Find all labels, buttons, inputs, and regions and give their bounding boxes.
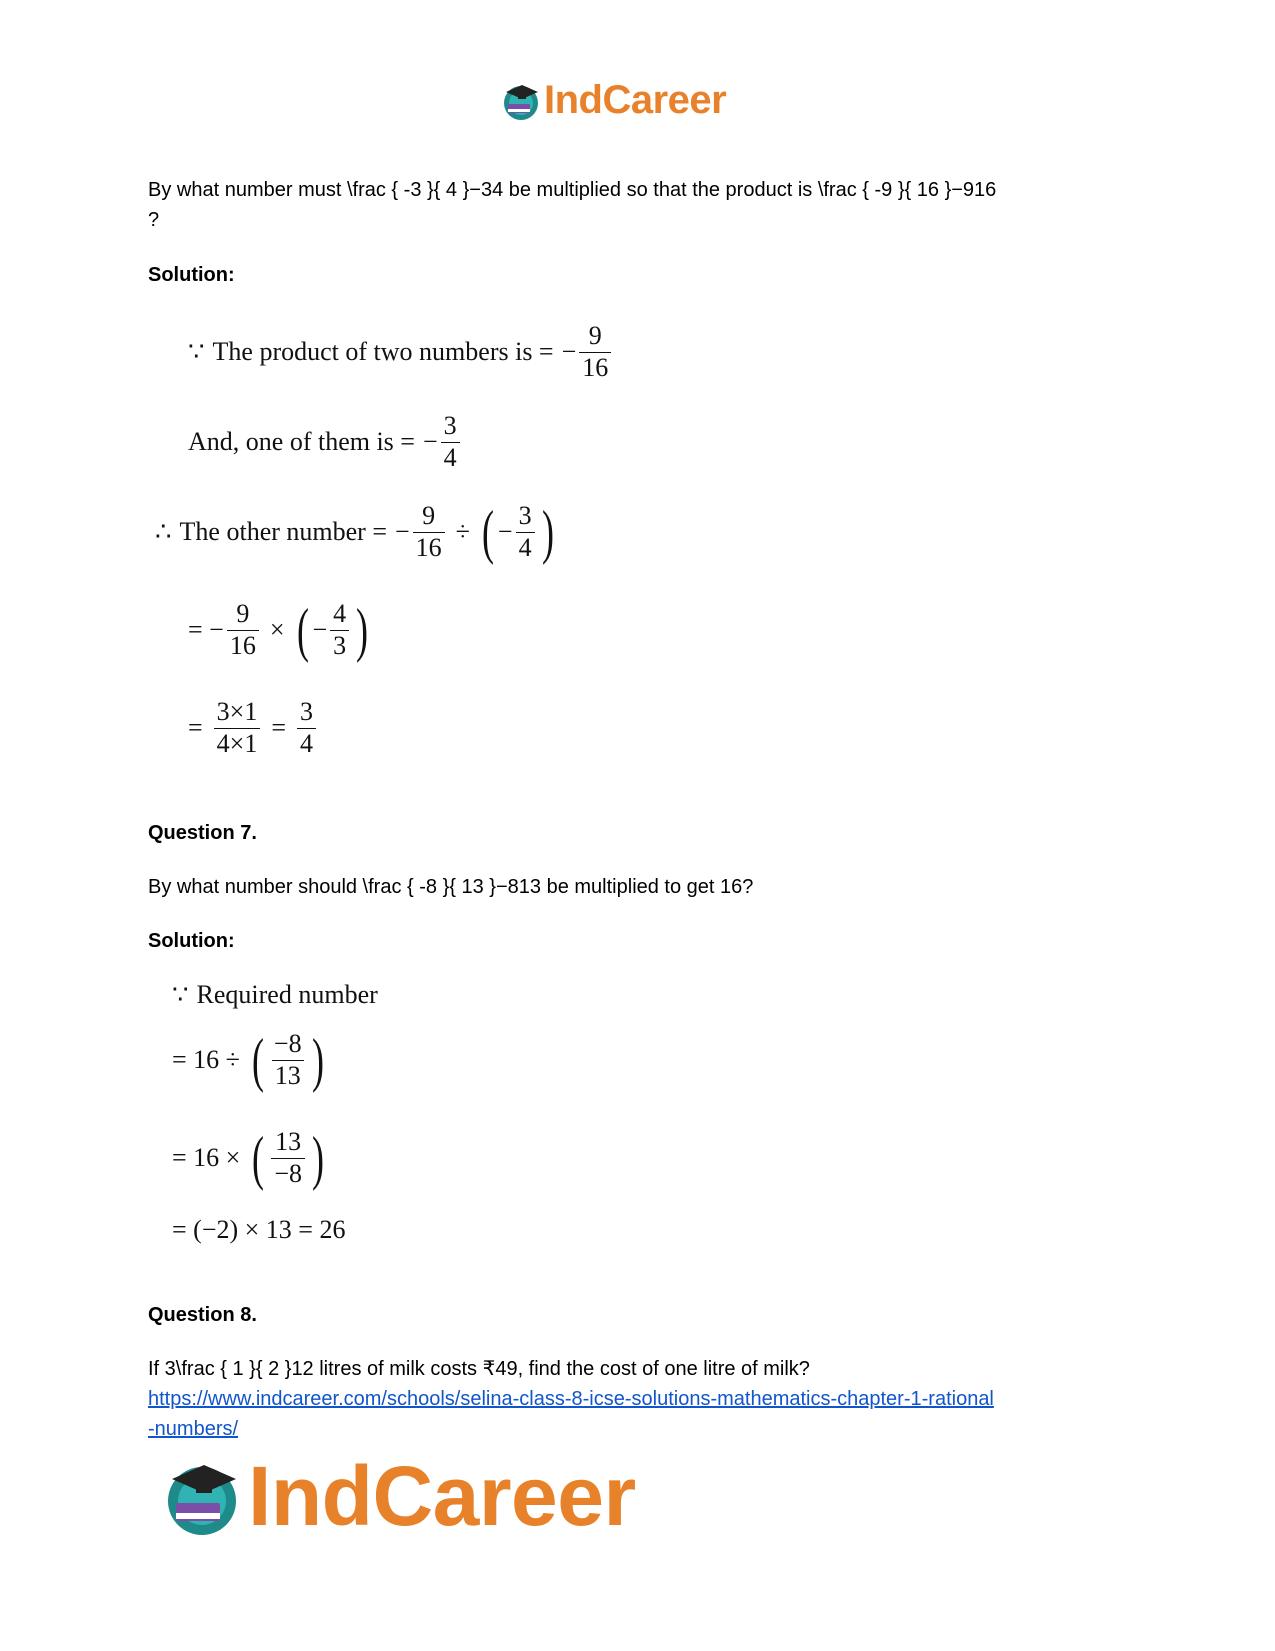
question-7-heading: Question 7. bbox=[148, 822, 257, 844]
q6-step-5: = $\frac{3\times 1}{4\times 1}$ = $\frac{3}{4}$ bbox=[188, 698, 319, 758]
fraction: $\frac{-8}{13}$ bbox=[271, 1030, 305, 1090]
header-logo-text: IndCareer bbox=[544, 78, 727, 122]
fraction: $\frac{3}{4}$ bbox=[297, 698, 316, 758]
footer-logo-text: IndCareer bbox=[248, 1449, 636, 1543]
q6-step-2: And, one of them is = − $\frac{3}{4}$ bbox=[188, 412, 463, 472]
source-link[interactable]: https://www.indcareer.com/schools/selina-class-8-icse-solutions-mathematics-chapter-1-rational -numbers/ bbox=[148, 1388, 994, 1440]
graduation-cap-book-globe-icon bbox=[160, 1455, 244, 1539]
because-symbol: ∵ bbox=[188, 337, 205, 367]
solution-label: Solution: bbox=[148, 930, 235, 952]
fraction: $\frac{13}{-8}$ bbox=[271, 1128, 305, 1188]
fraction: $\frac{9}{16}$ bbox=[579, 322, 611, 382]
question-7-text: By what number should \frac { -8 }{ 13 }−813 be multiplied to get 16? bbox=[148, 876, 754, 898]
footer-logo bbox=[160, 1448, 636, 1545]
fraction: $\frac{3}{4}$ bbox=[441, 412, 460, 472]
fraction: $\frac{3}{4}$ bbox=[516, 502, 535, 562]
q7-step-1: ∵ Required number bbox=[172, 980, 378, 1009]
question-6-text: By what number must \frac { -3 }{ 4 }−34 be multiplied so that the product is \frac { -9 }{ 16 }−916 ? bbox=[148, 179, 997, 231]
because-symbol: ∵ bbox=[172, 980, 189, 1009]
graduation-cap-book-globe-icon bbox=[500, 80, 542, 122]
q6-step-1: ∵ The product of two numbers is = − $\frac{9}{16}$ bbox=[188, 322, 614, 382]
solution-label: Solution: bbox=[148, 264, 235, 286]
header-logo bbox=[500, 78, 726, 123]
fraction: $\frac{4}{3}$ bbox=[330, 600, 349, 660]
fraction: $\frac{9}{16}$ bbox=[227, 600, 259, 660]
q6-step-4: = − $\frac{9}{16}$ × ( − $\frac{4}{3}$ ) bbox=[188, 597, 369, 664]
q6-step-3: ∴ The other number = − $\frac{9}{16}$ ÷ ( − $\frac{3}{4}$ ) bbox=[155, 499, 554, 566]
fraction: $\frac{9}{16}$ bbox=[413, 502, 445, 562]
q7-step-3: = 16 × ( $\frac{13}{-8}$ ) bbox=[172, 1125, 324, 1192]
question-8-text: If 3\frac { 1 }{ 2 }12 litres of milk costs ₹49, find the cost of one litre of milk? bbox=[148, 1358, 810, 1380]
q7-step-2: = 16 ÷ ( $\frac{-8}{13}$ ) bbox=[172, 1027, 324, 1094]
question-8-heading: Question 8. bbox=[148, 1304, 257, 1326]
therefore-symbol: ∴ bbox=[155, 517, 172, 547]
fraction: $\frac{3\times 1}{4\times 1}$ bbox=[214, 698, 261, 758]
q7-step-4: = (−2) × 13 = 26 bbox=[172, 1215, 346, 1244]
